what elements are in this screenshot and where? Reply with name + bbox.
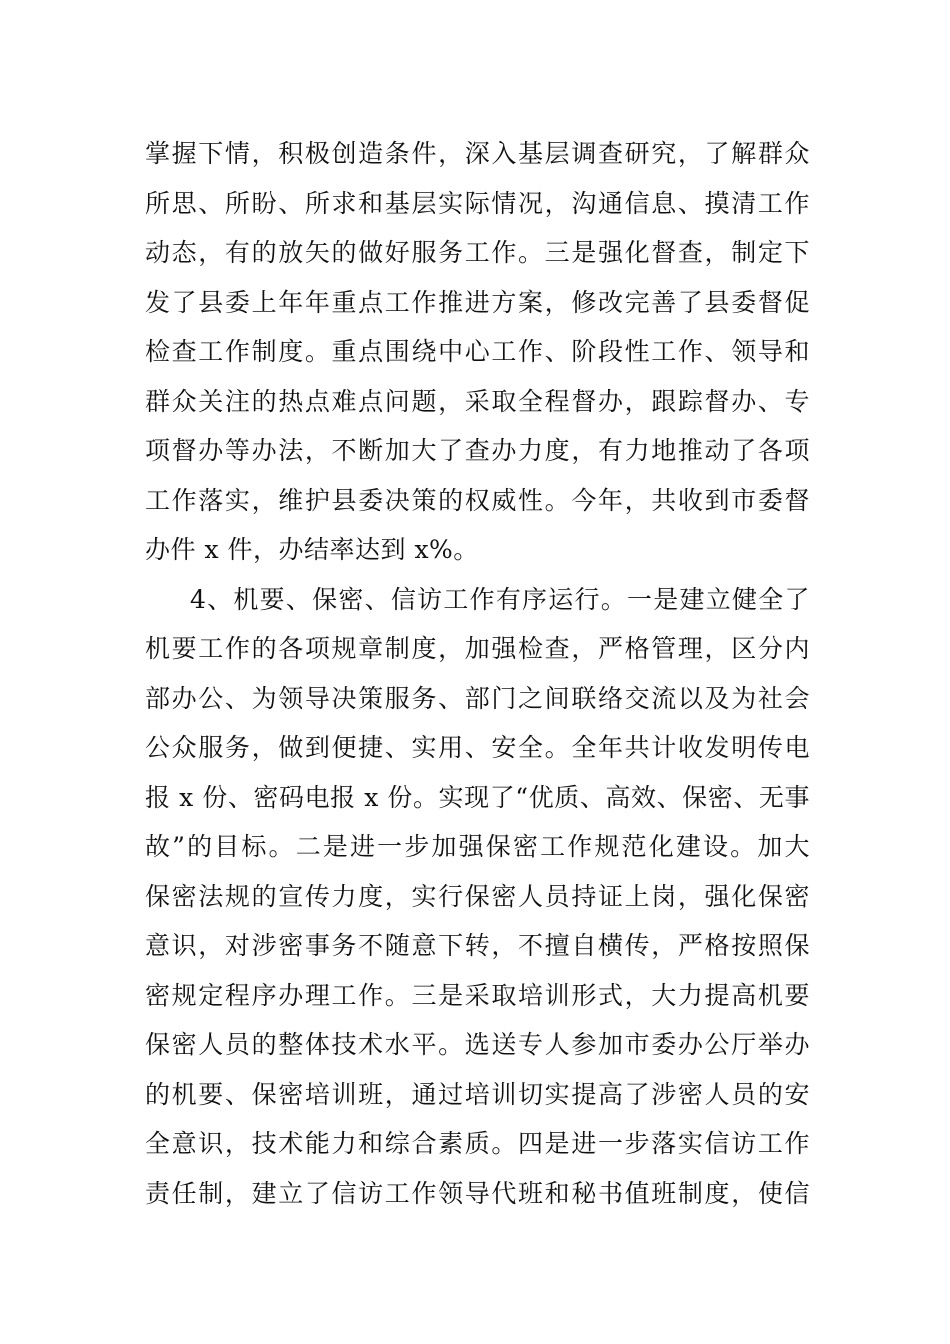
text-line: 项督办等办法，不断加大了查办力度，有力地推动了各项 (145, 436, 810, 465)
text-line: 工作落实，维护县委决策的权威性。今年，共收到市委督 (145, 485, 810, 515)
text-line: 群众关注的热点难点问题，采取全程督办，跟踪督办、专 (145, 386, 810, 416)
text-line: 发了县委上年年重点工作推进方案，修改完善了县委督促 (145, 287, 810, 317)
text-line: 机要工作的各项规章制度，加强检查，严格管理，区分内 (145, 634, 810, 663)
body-text (145, 129, 810, 1218)
text-line: 的机要、保密培训班，通过培训切实提高了涉密人员的安 (145, 1079, 810, 1109)
text-line: 密规定程序办理工作。三是采取培训形式，大力提高机要 (145, 980, 810, 1010)
text-line: 动态，有的放矢的做好服务工作。三是强化督查，制定下 (145, 238, 810, 267)
text-line: 故”的目标。二是进一步加强保密工作规范化建设。加大 (145, 832, 810, 861)
text-line: 意识，对涉密事务不随意下转，不擅自横传，严格按照保 (145, 931, 810, 960)
text-line: 保密法规的宣传力度，实行保密人员持证上岗，强化保密 (145, 881, 810, 911)
text-line: 报 x 份、密码电报 x 份。实现了“优质、高效、保密、无事 (145, 782, 810, 812)
text-line: 保密人员的整体技术水平。选送专人参加市委办公厅举办 (145, 1030, 810, 1059)
text-line: 责任制，建立了信访工作领导代班和秘书值班制度，使信 (145, 1178, 810, 1208)
text-line: 掌握下情，积极创造条件，深入基层调查研究，了解群众 (145, 139, 810, 168)
text-line: 全意识，技术能力和综合素质。四是进一步落实信访工作 (145, 1129, 810, 1158)
text-line: 所思、所盼、所求和基层实际情况，沟通信息、摸清工作 (145, 188, 810, 218)
paragraph-start-line: 4、机要、保密、信访工作有序运行。一是建立健全了 (190, 584, 810, 614)
text-line: 检查工作制度。重点围绕中心工作、阶段性工作、领导和 (145, 337, 810, 366)
text-line: 公众服务，做到便捷、实用、安全。全年共计收发明传电 (145, 733, 810, 762)
text-line: 部办公、为领导决策服务、部门之间联络交流以及为社会 (145, 683, 810, 713)
paragraph-end-line: 办件 x 件，办结率达到 x%。 (145, 535, 479, 564)
